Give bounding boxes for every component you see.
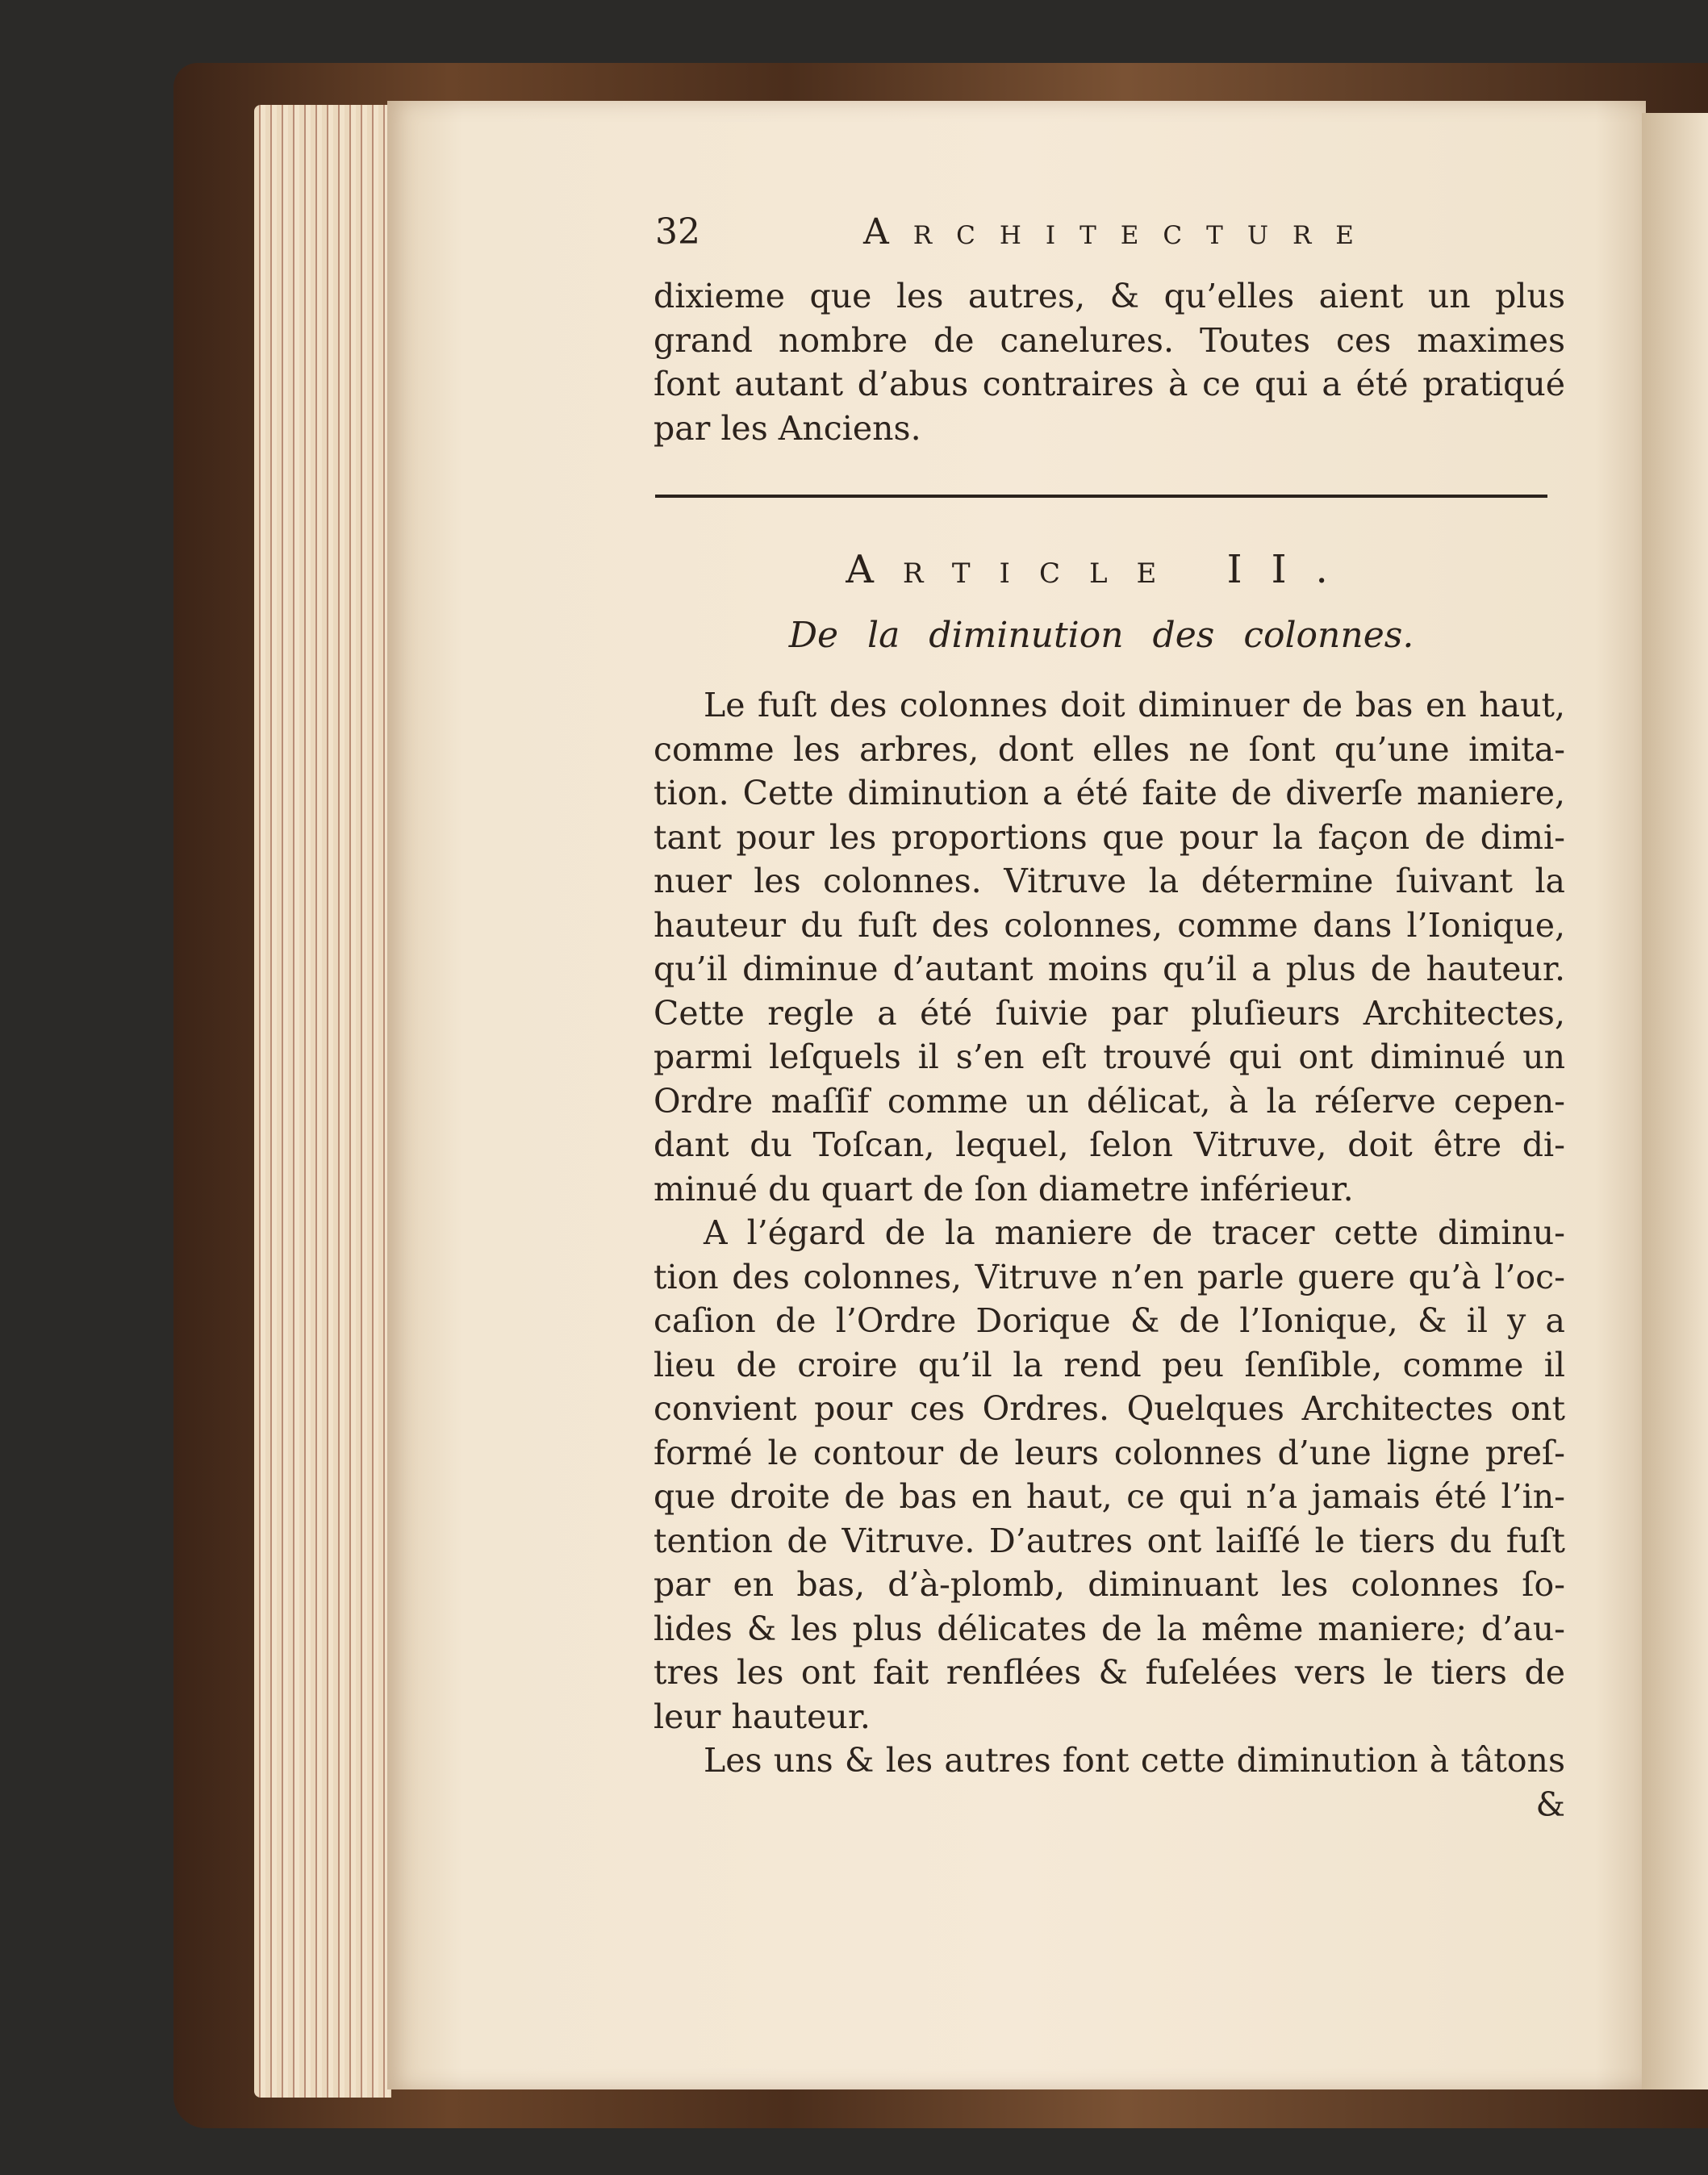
- catchword: &: [1535, 1785, 1565, 1824]
- text-line: caſion de l’Ordre Dorique & de l’Ionique, & il y a: [654, 1301, 1565, 1340]
- text-line: qu’il diminue d’autant moins qu’il a plus de hauteur.: [654, 950, 1565, 988]
- text-line: parmi leſquels il s’en eſt trouvé qui ont diminué un: [654, 1037, 1565, 1076]
- text-line: dixieme que les autres, & qu’elles aient un plus: [654, 277, 1565, 315]
- page-edges: [254, 105, 391, 2098]
- text-line: Cette regle a été ſuivie par pluſieurs Architectes,: [654, 993, 1565, 1033]
- text-line: hauteur du fuſt des colonnes, comme dans l’Ionique,: [654, 905, 1565, 945]
- text-line: tention de Vitruve. D’autres ont laiſſé le tiers du fuſt: [654, 1521, 1565, 1560]
- running-title: Architecture: [863, 211, 1378, 253]
- text-line: Ordre maſſif comme un délicat, à la réſerve cepen-: [654, 1081, 1565, 1121]
- section-divider: [655, 495, 1547, 498]
- facing-page-edge: [1642, 113, 1708, 2089]
- text-line: tion des colonnes, Vitruve n’en parle guere qu’à l’oc-: [654, 1257, 1565, 1296]
- text-line: Le fuſt des colonnes doit diminuer de bas en haut,: [704, 686, 1565, 724]
- page-header: [655, 211, 1565, 260]
- text-line: lides & les plus délicates de la même maniere; d’au-: [654, 1609, 1565, 1648]
- article-subtitle: De la diminution des colonnes.: [788, 615, 1414, 656]
- text-line: formé le contour de leurs colonnes d’une ligne preſ-: [654, 1433, 1565, 1472]
- text-line: lieu de croire qu’il la rend peu ſenſible, comme il: [654, 1345, 1565, 1384]
- text-line: par les Anciens.: [654, 408, 921, 448]
- text-line: ſont autant d’abus contraires à ce qui a été pratiqué: [654, 365, 1565, 403]
- text-line: A l’égard de la maniere de tracer cette diminu-: [704, 1213, 1565, 1252]
- text-line: convient pour ces Ordres. Quelques Architectes ont: [654, 1389, 1565, 1428]
- text-line: grand nombre de canelures. Toutes ces maximes: [654, 320, 1565, 360]
- text-line: minué du quart de ſon diametre inférieur.: [654, 1169, 1354, 1209]
- text-line: Les uns & les autres font cette diminution à tâtons: [704, 1741, 1565, 1780]
- text-line: tion. Cette diminution a été faite de diverſe maniere,: [654, 774, 1565, 812]
- text-line: que droite de bas en haut, ce qui n’a jamais été l’in-: [654, 1477, 1565, 1516]
- page-number: 32: [655, 211, 700, 253]
- text-line: tant pour les proportions que pour la façon de dimi-: [654, 817, 1565, 857]
- body-text: [654, 683, 1565, 1826]
- top-paragraph: [654, 274, 1565, 450]
- text-line: comme les arbres, dont elles ne ſont qu’une imita-: [654, 729, 1565, 769]
- article-heading: Article II.: [846, 547, 1357, 592]
- text-line: dant du Toſcan, lequel, ſelon Vitruve, doit être di-: [654, 1125, 1565, 1164]
- text-line: nuer les colonnes. Vitruve la détermine ſuivant la: [654, 862, 1565, 900]
- text-line: leur hauteur.: [654, 1697, 871, 1736]
- text-line: tres les ont fait renflées & fuſelées vers le tiers de: [654, 1653, 1565, 1692]
- text-line: par en bas, d’à-plomb, diminuant les colonnes ſo-: [654, 1565, 1565, 1604]
